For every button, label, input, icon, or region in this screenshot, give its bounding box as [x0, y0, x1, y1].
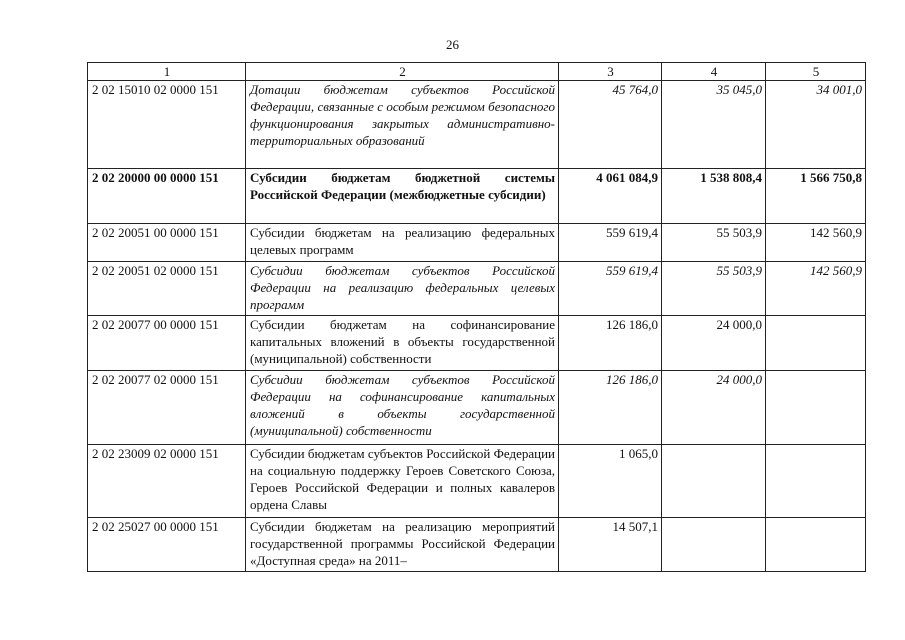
row-name: Субсидии бюджетам субъектов Российской Федерации на софинансирование капитальных вложений в объекты государственной (муниципальной) собственности [246, 371, 559, 445]
table-row [88, 445, 866, 518]
row-value-3: 126 186,0 [559, 371, 662, 445]
table-row [88, 316, 866, 371]
row-value-5: 34 001,0 [766, 81, 866, 169]
row-value-5 [766, 316, 866, 371]
row-value-3: 126 186,0 [559, 316, 662, 371]
row-value-5: 142 560,9 [766, 224, 866, 262]
table-row [88, 169, 866, 224]
column-header-3: 3 [559, 63, 662, 81]
page-number: 26 [446, 37, 459, 52]
row-code: 2 02 20000 00 0000 151 [88, 169, 246, 224]
row-code: 2 02 20077 00 0000 151 [88, 316, 246, 371]
row-value-4: 1 538 808,4 [662, 169, 766, 224]
budget-table [87, 62, 866, 572]
row-value-4: 24 000,0 [662, 371, 766, 445]
table-row [88, 224, 866, 262]
row-name: Субсидии бюджетам на реализацию мероприятий государственной программы Российской Федерации «Доступная среда» на 2011– [246, 518, 559, 572]
table-row [88, 371, 866, 445]
row-code: 2 02 25027 00 0000 151 [88, 518, 246, 572]
table-row [88, 81, 866, 169]
row-value-4: 35 045,0 [662, 81, 766, 169]
row-name: Субсидии бюджетам субъектов Российской Федерации на социальную поддержку Героев Советского Союза, Героев Российской Федерации и полных кавалеров ордена Славы [246, 445, 559, 518]
row-value-5 [766, 371, 866, 445]
row-code: 2 02 23009 02 0000 151 [88, 445, 246, 518]
row-value-3: 1 065,0 [559, 445, 662, 518]
row-value-4: 24 000,0 [662, 316, 766, 371]
column-header-4: 4 [662, 63, 766, 81]
row-code: 2 02 20051 00 0000 151 [88, 224, 246, 262]
row-value-5 [766, 445, 866, 518]
column-header-5: 5 [766, 63, 866, 81]
row-name: Субсидии бюджетам на софинансирование капитальных вложений в объекты государственной (муниципальной) собственности [246, 316, 559, 371]
row-value-4 [662, 518, 766, 572]
row-value-4 [662, 445, 766, 518]
row-code: 2 02 15010 02 0000 151 [88, 81, 246, 169]
table-row [88, 518, 866, 572]
row-name: Субсидии бюджетам бюджетной системы Российской Федерации (межбюджетные субсидии) [246, 169, 559, 224]
row-name: Дотации бюджетам субъектов Российской Федерации, связанные с особым режимом безопасного функционирования закрытых административно-территориальных образований [246, 81, 559, 169]
row-value-3: 14 507,1 [559, 518, 662, 572]
row-value-4: 55 503,9 [662, 262, 766, 316]
row-name: Субсидии бюджетам субъектов Российской Федерации на реализацию федеральных целевых программ [246, 262, 559, 316]
row-code: 2 02 20051 02 0000 151 [88, 262, 246, 316]
row-value-3: 559 619,4 [559, 224, 662, 262]
column-header-1: 1 [88, 63, 246, 81]
table-header-row [88, 63, 866, 81]
row-value-5: 1 566 750,8 [766, 169, 866, 224]
row-value-5: 142 560,9 [766, 262, 866, 316]
row-value-3: 4 061 084,9 [559, 169, 662, 224]
table-row [88, 262, 866, 316]
row-name: Субсидии бюджетам на реализацию федеральных целевых программ [246, 224, 559, 262]
column-header-2: 2 [246, 63, 559, 81]
row-code: 2 02 20077 02 0000 151 [88, 371, 246, 445]
row-value-3: 45 764,0 [559, 81, 662, 169]
row-value-4: 55 503,9 [662, 224, 766, 262]
row-value-3: 559 619,4 [559, 262, 662, 316]
row-value-5 [766, 518, 866, 572]
